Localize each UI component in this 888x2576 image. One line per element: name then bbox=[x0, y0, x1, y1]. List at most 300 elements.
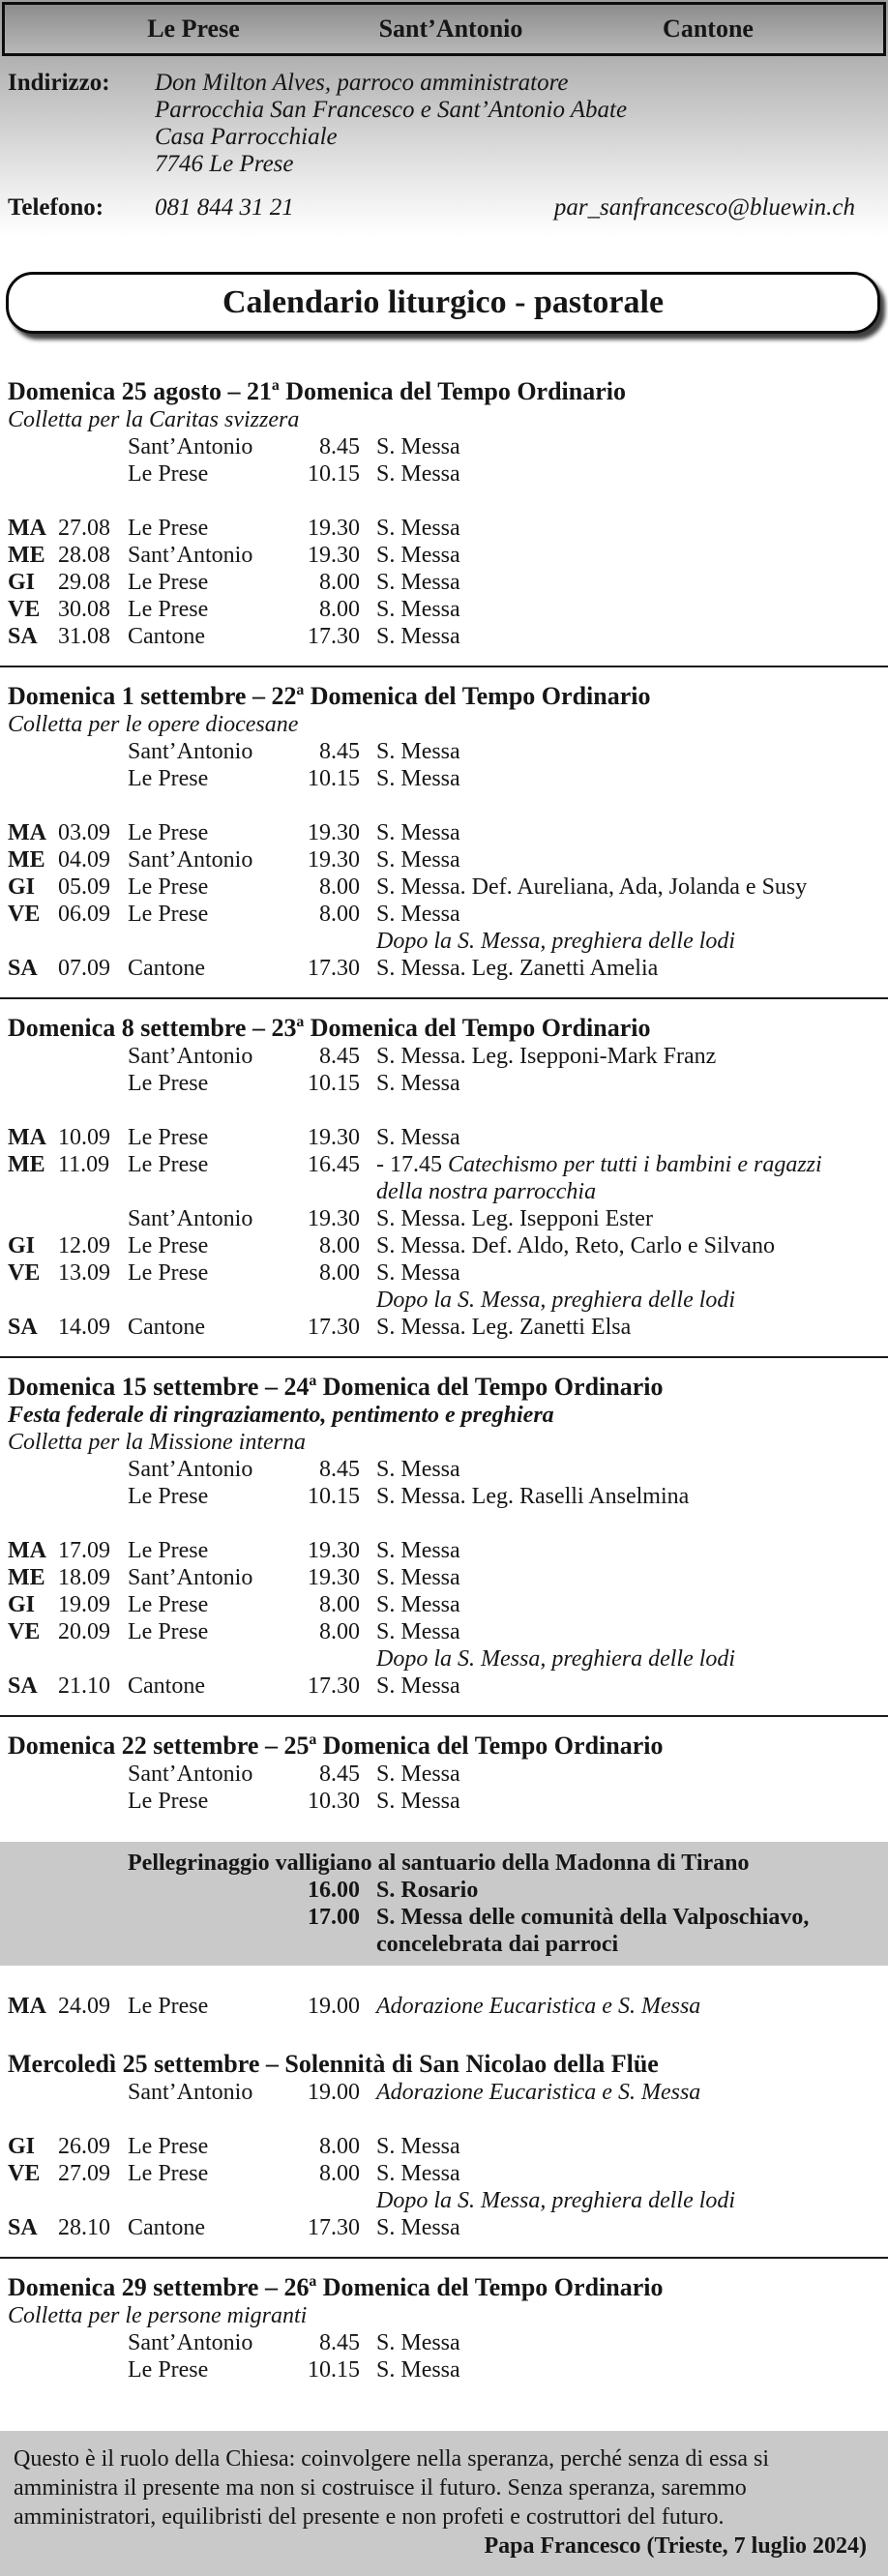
time bbox=[302, 1287, 360, 1314]
day-abbrev: GI bbox=[8, 1592, 36, 1617]
description bbox=[360, 1287, 880, 1314]
weekday-mass-rows bbox=[0, 1537, 888, 1700]
date bbox=[58, 1761, 128, 1788]
date: 29.08 bbox=[58, 570, 110, 595]
calendar-section bbox=[0, 997, 888, 1341]
location: Cantone bbox=[128, 1315, 205, 1340]
description bbox=[360, 1205, 880, 1232]
description bbox=[360, 1151, 880, 1178]
location: Le Prese bbox=[128, 1619, 209, 1644]
date: 21.10 bbox=[58, 1673, 110, 1699]
date bbox=[58, 1877, 128, 1904]
time: 10.15 bbox=[308, 1484, 360, 1509]
location: Le Prese bbox=[128, 820, 209, 845]
time: 19.00 bbox=[308, 1994, 360, 2019]
desc-segment: S. Messa bbox=[376, 1619, 460, 1644]
date: 27.08 bbox=[58, 516, 110, 541]
sunday-mass-rows bbox=[0, 1456, 888, 1510]
date: 10.09 bbox=[58, 1125, 110, 1150]
time: 19.30 bbox=[308, 1565, 360, 1590]
desc-segment: Adorazione Eucaristica e S. Messa bbox=[376, 2080, 701, 2105]
time: 8.00 bbox=[319, 597, 360, 622]
desc-segment: S. Messa bbox=[376, 1673, 460, 1699]
calendar-section bbox=[0, 2035, 888, 2241]
description bbox=[360, 2160, 880, 2187]
date: 04.09 bbox=[58, 847, 110, 873]
phone-label: Telefono: bbox=[8, 194, 104, 221]
day-abbrev: SA bbox=[8, 956, 38, 981]
time: 8.45 bbox=[319, 2330, 360, 2355]
date: 05.09 bbox=[58, 874, 110, 900]
date: 18.09 bbox=[58, 1565, 110, 1590]
date bbox=[58, 1904, 128, 1931]
time bbox=[302, 1178, 360, 1205]
section-heading: Domenica 1 settembre – 22ª Domenica del Tempo Ordinario bbox=[8, 682, 651, 710]
time: 8.00 bbox=[319, 2134, 360, 2159]
desc-segment: S. Messa bbox=[376, 543, 460, 568]
time: 8.00 bbox=[319, 902, 360, 927]
day-abbrev bbox=[8, 2079, 58, 2106]
section-heading: Mercoledì 25 settembre – Solennità di San Nicolao della Flüe bbox=[8, 2050, 659, 2078]
description bbox=[360, 2133, 880, 2160]
address-line: Casa Parrocchiale bbox=[155, 124, 338, 150]
day-abbrev: SA bbox=[8, 1673, 38, 1699]
description bbox=[360, 1618, 880, 1645]
location: Cantone bbox=[128, 1673, 205, 1699]
address-block bbox=[0, 56, 888, 178]
desc-segment: S. Messa bbox=[376, 461, 460, 487]
description bbox=[360, 542, 880, 569]
location: Le Prese bbox=[128, 874, 209, 900]
weekday-mass-rows bbox=[0, 819, 888, 982]
desc-segment: S. Messa bbox=[376, 570, 460, 595]
time bbox=[302, 2187, 360, 2214]
location: Le Prese bbox=[128, 902, 209, 927]
title-box bbox=[6, 272, 880, 334]
description bbox=[360, 1904, 880, 1931]
description bbox=[360, 2187, 880, 2214]
day-abbrev bbox=[8, 1287, 58, 1314]
day-abbrev bbox=[8, 1761, 58, 1788]
date bbox=[58, 2187, 128, 2214]
desc-segment: Dopo la S. Messa, preghiera delle lodi bbox=[376, 929, 736, 954]
day-abbrev bbox=[8, 1931, 58, 1958]
time: 19.30 bbox=[308, 820, 360, 845]
location: Sant’Antonio bbox=[128, 1762, 253, 1787]
description bbox=[360, 1043, 880, 1070]
location bbox=[128, 1904, 302, 1931]
quote-text: Questo è il ruolo della Chiesa: coinvolgere nella speranza, perché senza di essa si amministra il presente ma non si costruisce il futuro. Senza speranza, saremmo amministratori, equilibristi del presente e non profeti e costruttori del futuro. bbox=[14, 2446, 770, 2530]
desc-segment: S. Messa bbox=[376, 624, 460, 649]
location: Sant’Antonio bbox=[128, 739, 253, 764]
time: 8.00 bbox=[319, 1619, 360, 1644]
date bbox=[58, 1645, 128, 1673]
desc-segment: S. Messa. Leg. Raselli Anselmina bbox=[376, 1484, 690, 1509]
time: 19.30 bbox=[308, 543, 360, 568]
desc-segment: S. Messa bbox=[376, 2161, 460, 2186]
parish-header bbox=[0, 0, 888, 237]
desc-segment: Dopo la S. Messa, preghiera delle lodi bbox=[376, 1288, 736, 1313]
time: 8.45 bbox=[319, 434, 360, 459]
day-abbrev bbox=[8, 1483, 58, 1510]
date: 14.09 bbox=[58, 1315, 110, 1340]
time: 8.00 bbox=[319, 570, 360, 595]
sunday-mass-rows bbox=[0, 1761, 888, 1815]
time: 17.30 bbox=[308, 2215, 360, 2240]
description bbox=[360, 1993, 880, 2020]
location: Cantone bbox=[128, 2215, 205, 2240]
phone-value: 081 844 31 21 bbox=[155, 194, 294, 221]
quote-box bbox=[0, 2431, 888, 2576]
date bbox=[58, 1070, 128, 1097]
time: 17.30 bbox=[308, 956, 360, 981]
weekday-mass-rows bbox=[0, 1993, 888, 2020]
desc-segment: S. Messa bbox=[376, 739, 460, 764]
time: 17.30 bbox=[308, 1315, 360, 1340]
desc-segment: Adorazione Eucaristica e S. Messa bbox=[376, 1994, 701, 2019]
spacer bbox=[58, 1850, 128, 1877]
day-abbrev: MA bbox=[8, 1125, 46, 1150]
time: 17.30 bbox=[308, 1673, 360, 1699]
description bbox=[360, 1877, 880, 1904]
day-abbrev bbox=[8, 1043, 58, 1070]
desc-segment: S. Messa bbox=[376, 766, 460, 791]
section-heading: Domenica 8 settembre – 23ª Domenica del Tempo Ordinario bbox=[8, 1014, 651, 1042]
time bbox=[302, 928, 360, 955]
date bbox=[58, 2356, 128, 2384]
desc-segment: S. Messa bbox=[376, 820, 460, 845]
time: 8.00 bbox=[319, 1260, 360, 1286]
sunday-mass-rows bbox=[0, 1043, 888, 1097]
date: 11.09 bbox=[58, 1152, 110, 1177]
day-abbrev bbox=[8, 1788, 58, 1815]
desc-segment: S. Messa. Leg. Zanetti Amelia bbox=[376, 956, 659, 981]
address-line: Don Milton Alves, parroco amministratore bbox=[155, 70, 569, 96]
section-heading: Domenica 25 agosto – 21ª Domenica del Tempo Ordinario bbox=[8, 377, 627, 405]
calendar-section bbox=[0, 1356, 888, 1700]
description bbox=[360, 1483, 880, 1510]
location: Le Prese bbox=[128, 2134, 209, 2159]
pilgrimage-rows bbox=[0, 1850, 888, 1958]
spacer bbox=[8, 1850, 58, 1877]
section-heading: Domenica 15 settembre – 24ª Domenica del Tempo Ordinario bbox=[8, 1373, 664, 1401]
weekday-mass-rows bbox=[0, 515, 888, 650]
day-abbrev: VE bbox=[8, 1260, 41, 1286]
day-abbrev: ME bbox=[8, 1152, 45, 1177]
time: 8.45 bbox=[319, 1457, 360, 1482]
day-abbrev: GI bbox=[8, 1233, 36, 1258]
date bbox=[58, 1287, 128, 1314]
time: 17.00 bbox=[308, 1905, 360, 1930]
weekday-mass-rows bbox=[0, 1124, 888, 1341]
date bbox=[58, 1456, 128, 1483]
church-header-bar bbox=[2, 2, 886, 56]
description bbox=[360, 901, 880, 928]
day-abbrev bbox=[8, 1456, 58, 1483]
desc-segment: S. Messa bbox=[376, 1125, 460, 1150]
day-abbrev: GI bbox=[8, 570, 36, 595]
location: Le Prese bbox=[128, 570, 209, 595]
date bbox=[58, 1483, 128, 1510]
description bbox=[360, 2329, 880, 2356]
description bbox=[360, 1456, 880, 1483]
description bbox=[360, 1673, 880, 1700]
day-abbrev: ME bbox=[8, 847, 45, 873]
description bbox=[360, 433, 880, 460]
date: 03.09 bbox=[58, 820, 110, 845]
pilgrimage-box bbox=[0, 1842, 888, 1966]
pilgrimage-title: Pellegrinaggio valligiano al santuario della Madonna di Tirano bbox=[128, 1851, 750, 1876]
description bbox=[360, 2214, 880, 2241]
page-title: Calendario liturgico - pastorale bbox=[222, 284, 665, 320]
date bbox=[58, 1788, 128, 1815]
description bbox=[360, 955, 880, 982]
date bbox=[58, 1178, 128, 1205]
date bbox=[58, 1931, 128, 1958]
time: 8.45 bbox=[319, 739, 360, 764]
church-name-sant-antonio: Sant’Antonio bbox=[378, 15, 523, 43]
desc-segment: S. Messa bbox=[376, 516, 460, 541]
location: Sant’Antonio bbox=[128, 2330, 253, 2355]
location: Sant’Antonio bbox=[128, 434, 253, 459]
time: 8.00 bbox=[319, 2161, 360, 2186]
location bbox=[128, 1931, 302, 1958]
description bbox=[360, 928, 880, 955]
day-abbrev bbox=[8, 738, 58, 765]
day-abbrev bbox=[8, 2187, 58, 2214]
description bbox=[360, 765, 880, 792]
location: Sant’Antonio bbox=[128, 543, 253, 568]
location: Le Prese bbox=[128, 1125, 209, 1150]
section-heading: Domenica 29 settembre – 26ª Domenica del Tempo Ordinario bbox=[8, 2273, 664, 2301]
location: Le Prese bbox=[128, 1233, 209, 1258]
date bbox=[58, 928, 128, 955]
time: 19.30 bbox=[308, 1538, 360, 1563]
day-abbrev: ME bbox=[8, 1565, 45, 1590]
desc-segment: S. Messa bbox=[376, 847, 460, 873]
desc-segment: S. Messa. Leg. Isepponi-Mark Franz bbox=[376, 1044, 717, 1069]
time: 19.30 bbox=[308, 1206, 360, 1231]
date: 28.08 bbox=[58, 543, 110, 568]
location: Le Prese bbox=[128, 1538, 209, 1563]
day-abbrev: VE bbox=[8, 2161, 41, 2186]
day-abbrev: SA bbox=[8, 1315, 38, 1340]
date bbox=[58, 2329, 128, 2356]
date: 12.09 bbox=[58, 1233, 110, 1258]
date: 19.09 bbox=[58, 1592, 110, 1617]
location: Cantone bbox=[128, 956, 205, 981]
date bbox=[58, 2079, 128, 2106]
section-subheading: Colletta per le persone migranti bbox=[8, 2303, 308, 2328]
location: Le Prese bbox=[128, 1994, 209, 2019]
description bbox=[360, 569, 880, 596]
address-line: Parrocchia San Francesco e Sant’Antonio Abate bbox=[155, 97, 628, 123]
time: 19.30 bbox=[308, 1125, 360, 1150]
description bbox=[360, 1564, 880, 1591]
day-abbrev bbox=[8, 1205, 58, 1232]
calendar-section bbox=[0, 2257, 888, 2384]
time: 10.15 bbox=[308, 2357, 360, 2383]
section-subheading: Colletta per le opere diocesane bbox=[8, 712, 299, 737]
section-subheading: Colletta per la Caritas svizzera bbox=[8, 407, 300, 432]
location bbox=[128, 928, 302, 955]
email-value: par_sanfrancesco@bluewin.ch bbox=[553, 194, 855, 221]
time: 19.00 bbox=[308, 2080, 360, 2105]
description bbox=[360, 846, 880, 873]
desc-segment: S. Messa bbox=[376, 434, 460, 459]
date bbox=[58, 738, 128, 765]
day-abbrev: SA bbox=[8, 2215, 38, 2240]
desc-segment: S. Messa bbox=[376, 1457, 460, 1482]
desc-segment: della nostra parrocchia bbox=[376, 1179, 597, 1204]
location: Le Prese bbox=[128, 516, 209, 541]
desc-segment: S. Messa bbox=[376, 2357, 460, 2383]
day-abbrev: MA bbox=[8, 516, 46, 541]
day-abbrev bbox=[8, 1178, 58, 1205]
time: 10.15 bbox=[308, 1071, 360, 1096]
date bbox=[58, 1043, 128, 1070]
desc-segment: Dopo la S. Messa, preghiera delle lodi bbox=[376, 2188, 736, 2213]
location: Le Prese bbox=[128, 2161, 209, 2186]
location: Le Prese bbox=[128, 1592, 209, 1617]
location: Sant’Antonio bbox=[128, 1206, 253, 1231]
location: Le Prese bbox=[128, 766, 209, 791]
desc-segment: S. Messa. Def. Aureliana, Ada, Jolanda e Susy bbox=[376, 874, 808, 900]
day-abbrev: MA bbox=[8, 1538, 46, 1563]
desc-segment: S. Messa bbox=[376, 1762, 460, 1787]
day-abbrev: SA bbox=[8, 624, 38, 649]
location: Le Prese bbox=[128, 1789, 209, 1814]
calendar-sections bbox=[0, 347, 888, 2384]
day-abbrev bbox=[8, 2329, 58, 2356]
location bbox=[128, 1287, 302, 1314]
sunday-mass-rows bbox=[0, 2329, 888, 2384]
description bbox=[360, 1761, 880, 1788]
quote-attribution: Papa Francesco (Trieste, 7 luglio 2024) bbox=[484, 2533, 867, 2559]
location: Sant’Antonio bbox=[128, 1565, 253, 1590]
date: 20.09 bbox=[58, 1619, 110, 1644]
date: 06.09 bbox=[58, 902, 110, 927]
desc-segment: S. Messa bbox=[376, 1260, 460, 1286]
time: 8.00 bbox=[319, 1592, 360, 1617]
day-abbrev bbox=[8, 433, 58, 460]
date bbox=[58, 765, 128, 792]
date: 31.08 bbox=[58, 624, 110, 649]
date: 27.09 bbox=[58, 2161, 110, 2186]
sunday-mass-rows bbox=[0, 433, 888, 488]
time: 8.45 bbox=[319, 1762, 360, 1787]
time: 10.15 bbox=[308, 461, 360, 487]
desc-segment: S. Messa bbox=[376, 1565, 460, 1590]
description bbox=[360, 1931, 880, 1958]
time: 17.30 bbox=[308, 624, 360, 649]
desc-segment: S. Messa. Leg. Isepponi Ester bbox=[376, 1206, 653, 1231]
desc-segment: S. Messa bbox=[376, 2330, 460, 2355]
desc-segment: S. Messa bbox=[376, 1538, 460, 1563]
day-abbrev: ME bbox=[8, 543, 45, 568]
description bbox=[360, 1124, 880, 1151]
date: 13.09 bbox=[58, 1260, 110, 1286]
address-line: 7746 Le Prese bbox=[155, 151, 294, 177]
section-heading: Domenica 22 settembre – 25ª Domenica del Tempo Ordinario bbox=[8, 1732, 664, 1760]
day-abbrev bbox=[8, 928, 58, 955]
desc-segment: Catechismo per tutti i bambini e ragazzi bbox=[448, 1152, 822, 1177]
desc-segment: S. Messa bbox=[376, 1789, 460, 1814]
address-lines bbox=[155, 70, 880, 178]
description bbox=[360, 819, 880, 846]
date: 17.09 bbox=[58, 1538, 110, 1563]
time: 8.00 bbox=[319, 874, 360, 900]
time bbox=[302, 1645, 360, 1673]
time: 19.30 bbox=[308, 847, 360, 873]
description bbox=[360, 1232, 880, 1259]
desc-segment: S. Rosario bbox=[376, 1878, 479, 1903]
time: 16.45 bbox=[308, 1152, 360, 1177]
date: 28.10 bbox=[58, 2215, 110, 2240]
church-name-le-prese: Le Prese bbox=[147, 15, 240, 43]
day-abbrev: VE bbox=[8, 597, 41, 622]
description bbox=[360, 623, 880, 650]
description bbox=[360, 515, 880, 542]
day-abbrev bbox=[8, 460, 58, 488]
day-abbrev bbox=[8, 1877, 58, 1904]
time: 8.00 bbox=[319, 1233, 360, 1258]
church-name-cantone: Cantone bbox=[663, 15, 754, 43]
location: Sant’Antonio bbox=[128, 1457, 253, 1482]
time: 16.00 bbox=[308, 1878, 360, 1903]
day-abbrev: GI bbox=[8, 874, 36, 900]
location bbox=[128, 1645, 302, 1673]
description bbox=[360, 873, 880, 901]
desc-segment: S. Messa. Def. Aldo, Reto, Carlo e Silvano bbox=[376, 1233, 775, 1258]
time bbox=[302, 1931, 360, 1958]
location: Sant’Antonio bbox=[128, 847, 253, 873]
desc-segment: Dopo la S. Messa, preghiera delle lodi bbox=[376, 1646, 736, 1672]
location bbox=[128, 2187, 302, 2214]
date bbox=[58, 460, 128, 488]
day-abbrev bbox=[8, 2356, 58, 2384]
description bbox=[360, 1314, 880, 1341]
location: Le Prese bbox=[128, 597, 209, 622]
description bbox=[360, 1788, 880, 1815]
location bbox=[128, 1877, 302, 1904]
desc-segment: S. Messa bbox=[376, 1071, 460, 1096]
day-abbrev bbox=[8, 1070, 58, 1097]
description bbox=[360, 1259, 880, 1287]
time: 10.15 bbox=[308, 766, 360, 791]
day-abbrev bbox=[8, 765, 58, 792]
day-abbrev bbox=[8, 1645, 58, 1673]
date bbox=[58, 1205, 128, 1232]
description bbox=[360, 1070, 880, 1097]
location: Le Prese bbox=[128, 1484, 209, 1509]
description bbox=[360, 460, 880, 488]
description bbox=[360, 1178, 880, 1205]
description bbox=[360, 596, 880, 623]
location: Le Prese bbox=[128, 1071, 209, 1096]
date: 26.09 bbox=[58, 2134, 110, 2159]
calendar-section bbox=[0, 666, 888, 982]
location: Le Prese bbox=[128, 461, 209, 487]
sunday-mass-rows bbox=[0, 738, 888, 792]
location: Cantone bbox=[128, 624, 205, 649]
location: Le Prese bbox=[128, 1260, 209, 1286]
location: Le Prese bbox=[128, 1152, 209, 1177]
date: 07.09 bbox=[58, 956, 110, 981]
day-abbrev: MA bbox=[8, 820, 46, 845]
weekday-mass-rows bbox=[0, 2133, 888, 2241]
desc-segment: - 17.45 bbox=[376, 1152, 448, 1177]
